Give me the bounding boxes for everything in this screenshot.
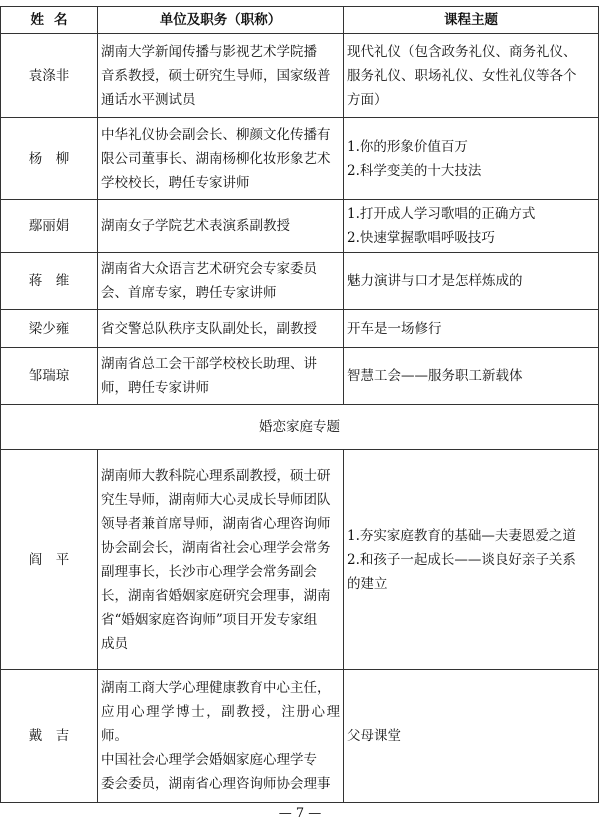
header-row bbox=[1, 7, 599, 34]
unit-and-position bbox=[98, 200, 344, 253]
unit-line: 湖南省大众语言艺术研究会专家委员 bbox=[101, 261, 317, 277]
unit-line: 会、首席专家，聘任专家讲师 bbox=[101, 285, 277, 301]
topic-line: 1.夯实家庭教育的基础—夫妻恩爱之道 bbox=[347, 527, 576, 544]
header-unit: 单位及职务（职称） bbox=[98, 7, 344, 34]
topic-line: 的建立 bbox=[347, 575, 388, 592]
table-row bbox=[1, 200, 599, 253]
topic-line: 魅力演讲与口才是怎样炼成的 bbox=[347, 273, 523, 289]
unit-and-position bbox=[98, 670, 344, 803]
page-number: — 7 — bbox=[278, 806, 322, 821]
topic-line: 2.和孩子一起成长——谈良好亲子关系 bbox=[347, 551, 576, 568]
topic-line: 2.快速掌握歌唱呼吸技巧 bbox=[347, 230, 495, 246]
person-name: 戴 吉 bbox=[1, 670, 98, 803]
topic-line: 父母课堂 bbox=[347, 728, 401, 744]
unit-line: 音系教授，硕士研究生导师，国家级普 bbox=[101, 67, 331, 84]
unit-line: 成员 bbox=[101, 635, 128, 652]
table-row bbox=[1, 253, 599, 310]
course-topic bbox=[344, 253, 599, 310]
unit-line: 省交警总队秩序支队副处长，副教授 bbox=[101, 320, 317, 337]
course-topic bbox=[344, 118, 599, 200]
table-row bbox=[1, 34, 599, 118]
unit-line: 限公司董事长、湖南杨柳化妆形象艺术 bbox=[101, 150, 331, 167]
unit-line: 中华礼仪协会副会长、柳颜文化传播有 bbox=[101, 126, 331, 143]
unit-line: 协会副会长，湖南省社会心理学会常务 bbox=[101, 539, 331, 556]
unit-and-position bbox=[98, 450, 344, 670]
table-row bbox=[1, 670, 599, 803]
topic-line: 智慧工会——服务职工新载体 bbox=[347, 368, 523, 384]
person-name: 邹瑞琼 bbox=[1, 348, 98, 405]
topic-line: 2.科学变美的十大技法 bbox=[347, 162, 482, 179]
table-row bbox=[1, 310, 599, 348]
topic-line: 现代礼仪（包含政务礼仪、商务礼仪、 bbox=[347, 43, 577, 60]
table-row bbox=[1, 348, 599, 405]
unit-line: 长，湖南省婚姻家庭研究会理事，湖南 bbox=[101, 587, 331, 604]
section-row bbox=[1, 405, 599, 450]
unit-line: 学校校长，聘任专家讲师 bbox=[101, 174, 250, 191]
course-topic bbox=[344, 310, 599, 348]
unit-line: 通话水平测试员 bbox=[101, 91, 196, 108]
table-row bbox=[1, 450, 599, 670]
person-name: 杨 柳 bbox=[1, 118, 98, 200]
unit-line: 省“婚姻家庭咨询师”项目开发专家组 bbox=[101, 611, 318, 628]
unit-line: 湖南师大教科院心理系副教授，硕士研 bbox=[101, 467, 331, 484]
course-table bbox=[0, 6, 599, 803]
unit-and-position bbox=[98, 348, 344, 405]
unit-line: 应用心理学博士，副教授，注册心理师。 bbox=[101, 704, 340, 744]
course-topic bbox=[344, 348, 599, 405]
section-title: 婚恋家庭专题 bbox=[1, 405, 599, 450]
table-row bbox=[1, 118, 599, 200]
unit-and-position bbox=[98, 310, 344, 348]
person-name: 蒋 维 bbox=[1, 253, 98, 310]
topic-line: 1.打开成人学习歌唱的正确方式 bbox=[347, 206, 536, 222]
unit-line: 领导者兼首席导师，湖南省心理咨询师 bbox=[101, 515, 331, 532]
unit-line: 湖南工商大学心理健康教育中心主任， bbox=[101, 680, 331, 696]
course-topic bbox=[344, 200, 599, 253]
unit-line: 湖南省总工会干部学校校长助理、讲 bbox=[101, 356, 317, 372]
topic-line: 开车是一场修行 bbox=[347, 320, 442, 337]
unit-line: 副理事长，长沙市心理学会常务副会 bbox=[101, 563, 317, 580]
course-topic bbox=[344, 670, 599, 803]
unit-and-position bbox=[98, 34, 344, 118]
unit-line: 湖南女子学院艺术表演系副教授 bbox=[101, 218, 290, 234]
unit-line: 究生导师，湖南师大心灵成长导师团队 bbox=[101, 491, 331, 508]
topic-line: 1.你的形象价值百万 bbox=[347, 138, 468, 155]
course-topic bbox=[344, 34, 599, 118]
header-topic: 课程主题 bbox=[344, 7, 599, 34]
unit-line: 湖南大学新闻传播与影视艺术学院播 bbox=[101, 43, 317, 60]
person-name: 梁少雍 bbox=[1, 310, 98, 348]
course-topic bbox=[344, 450, 599, 670]
unit-and-position bbox=[98, 118, 344, 200]
unit-line: 师，聘任专家讲师 bbox=[101, 380, 209, 396]
person-name: 鄢丽娟 bbox=[1, 200, 98, 253]
unit-line: 中国社会心理学会婚姻家庭心理学专 bbox=[101, 752, 317, 768]
topic-line: 方面） bbox=[347, 91, 388, 108]
topic-line: 服务礼仪、职场礼仪、女性礼仪等各个 bbox=[347, 67, 577, 84]
unit-line: 委会委员，湖南省心理咨询师协会理事 bbox=[101, 776, 331, 792]
header-name: 姓名 bbox=[1, 7, 98, 34]
person-name: 袁涤非 bbox=[1, 34, 98, 118]
unit-and-position bbox=[98, 253, 344, 310]
person-name: 阎 平 bbox=[1, 450, 98, 670]
